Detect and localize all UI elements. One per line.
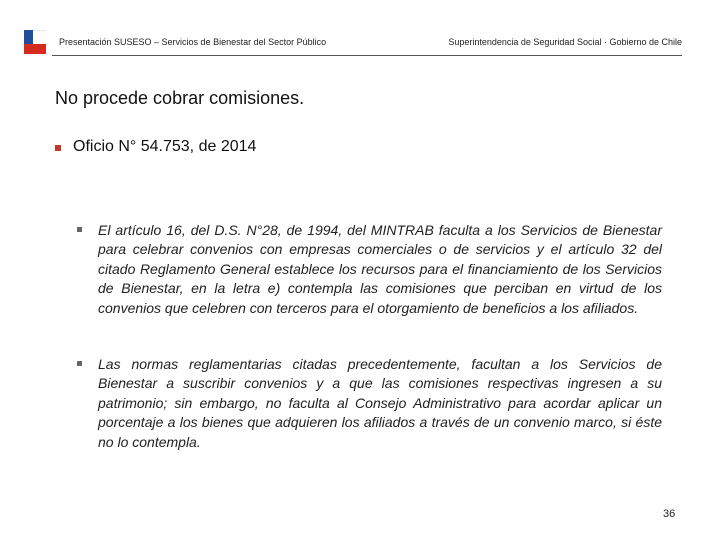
- header-left-text: Presentación SUSESO – Servicios de Bienestar del Sector Público: [59, 37, 327, 47]
- bullet-item: [77, 355, 662, 452]
- slide-title: No procede cobrar comisiones.: [55, 88, 305, 108]
- header-right-text: Superintendencia de Seguridad Social · Gobierno de Chile: [448, 37, 682, 47]
- square-bullet-icon: [55, 145, 61, 151]
- level1-bullet: [55, 138, 256, 156]
- chile-flag-logo: [24, 30, 46, 54]
- level1-bullet-text: Oficio N° 54.753, de 2014: [73, 138, 257, 155]
- bullet-item: [77, 221, 662, 318]
- bullet-text: El artículo 16, del D.S. N°28, de 1994, del MINTRAB faculta a los Servicios de Bienestar para celebrar convenios con empresas comerciales o de servicios y el artículo 32 del citado Reglamento General establece los recursos para el financiamiento de los Servicios de Bienestar, en la letra e) contempla las comisiones que perciban en virtud de los convenios que celebren con terceros para el otorgamiento de beneficios a los afiliados.: [98, 222, 662, 316]
- square-bullet-icon: [77, 361, 82, 366]
- bullet-text: Las normas reglamentarias citadas precedentemente, facultan a los Servicios de Bienestar a suscribir convenios y a que las comisiones respectivas ingresen a su patrimonio; sin embargo, no faculta al Consejo Administrativo para acordar aplicar un porcentaje a los bienes que adquieren los afiliados a través de un convenio marco, si éste no lo contempla.: [98, 356, 662, 450]
- page-number: 36: [663, 508, 676, 520]
- header-divider: [52, 55, 682, 56]
- square-bullet-icon: [77, 227, 82, 232]
